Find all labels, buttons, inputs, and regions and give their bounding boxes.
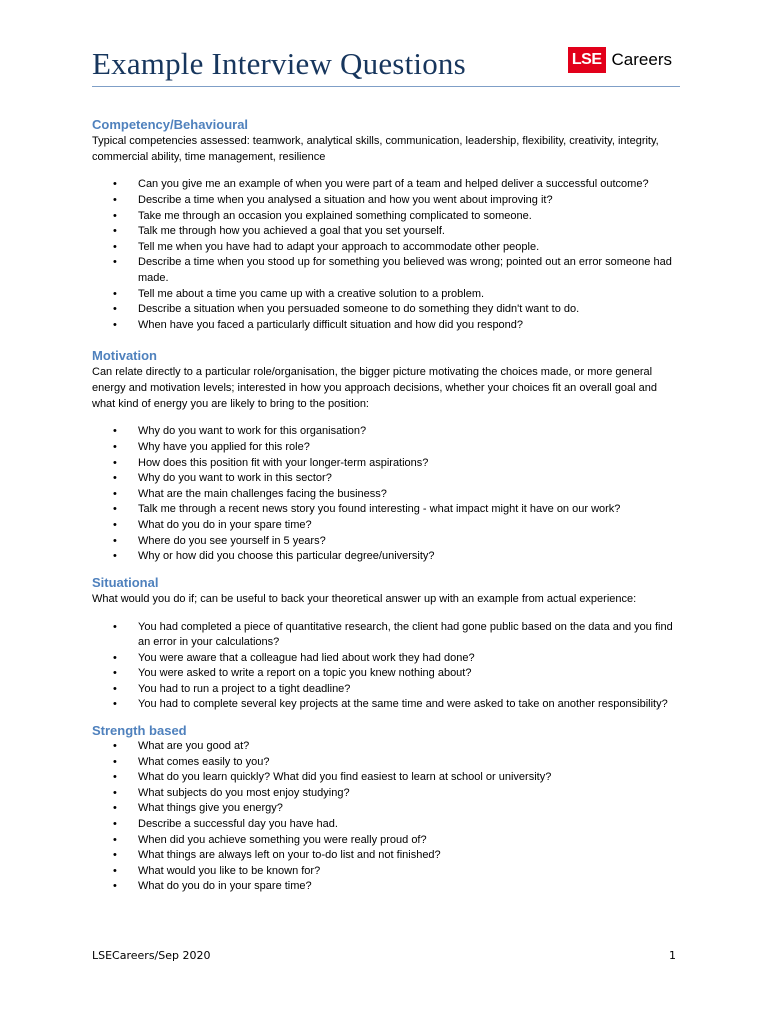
question-item: • What things give you energy? (92, 801, 682, 817)
question-item: • Describe a time when you stood up for something you believed was wrong; pointed out an error someone had made. (92, 255, 682, 286)
question-item: • Can you give me an example of when you were part of a team and helped deliver a successful outcome? (92, 177, 682, 193)
question-item: • You were aware that a colleague had lied about work they had done? (92, 651, 682, 667)
section-description-situational: What would you do if; can be useful to back your theoretical answer up with an example from actual experience: (92, 592, 637, 605)
question-item: • Describe a time when you analysed a situation and how you went about improving it? (92, 193, 682, 209)
question-list-situational (92, 620, 682, 714)
question-item: • When have you faced a particularly difficult situation and how did you respond? (92, 318, 682, 334)
question-item: • Why do you want to work in this sector? (92, 471, 682, 487)
question-item: • What do you do in your spare time? (92, 879, 682, 895)
logo-box: LSE (568, 47, 606, 73)
section-heading-motivation: Motivation (92, 348, 157, 364)
footer-text: LSECareers/Sep 2020 (92, 949, 211, 962)
question-list-competency (92, 177, 682, 333)
question-item: • How does this position fit with your longer-term aspirations? (92, 456, 682, 472)
question-item: • Describe a situation when you persuaded someone to do something they didn't want to do. (92, 302, 682, 318)
section-description-motivation: Can relate directly to a particular role/organisation, the bigger picture motivating the choices made, or more general energy and motivation levels; interested in how you approach decisions, whether your choices fit an overall goal and what kind of energy you are likely to bring to the position: (92, 366, 657, 410)
question-item: • What subjects do you most enjoy studying? (92, 786, 682, 802)
section-description-competency: Typical competencies assessed: teamwork, analytical skills, communication, leadership, flexibility, creativity, integrity, commercial ability, time management, resilience (92, 135, 659, 163)
document-title: Example Interview Questions (92, 46, 466, 81)
question-item: • Describe a successful day you have had. (92, 817, 682, 833)
question-item: • Why have you applied for this role? (92, 440, 682, 456)
question-list-strength (92, 739, 682, 895)
question-item: • When did you achieve something you were really proud of? (92, 833, 682, 849)
question-item: • Why or how did you choose this particular degree/university? (92, 549, 682, 565)
section-heading-competency: Competency/Behavioural (92, 117, 249, 132)
question-item: • Talk me through a recent news story you found interesting - what impact might it have on our work? (92, 502, 682, 518)
question-item: • What do you do in your spare time? (92, 518, 682, 534)
question-item: • Tell me when you have had to adapt your approach to accommodate other people. (92, 240, 682, 256)
question-item: • What things are always left on your to-do list and not finished? (92, 848, 682, 864)
question-list-motivation (92, 424, 682, 564)
section-heading-strength: Strength based (92, 723, 187, 739)
page-number: 1 (669, 949, 676, 962)
question-item: • Where do you see yourself in 5 years? (92, 534, 682, 550)
lse-careers-logo (568, 44, 672, 76)
question-item: • You had completed a piece of quantitative research, the client had gone public based on the data and you find an error in your calculations? (92, 620, 682, 651)
logo-text: Careers (611, 50, 672, 69)
question-item: • Why do you want to work for this organisation? (92, 424, 682, 440)
question-item: • You were asked to write a report on a topic you knew nothing about? (92, 666, 682, 682)
question-item: • Talk me through how you achieved a goal that you set yourself. (92, 224, 682, 240)
question-item: • You had to complete several key projects at the same time and were asked to take on another responsibility? (92, 697, 682, 713)
question-item: • What do you learn quickly? What did you find easiest to learn at school or university? (92, 770, 682, 786)
question-item: • What comes easily to you? (92, 755, 682, 771)
section-heading-situational: Situational (92, 574, 159, 590)
question-item: • Tell me about a time you came up with a creative solution to a problem. (92, 287, 682, 303)
document-body (92, 117, 682, 895)
question-item: • What are the main challenges facing the business? (92, 487, 682, 503)
question-item: • What are you good at? (92, 739, 682, 755)
page-header (92, 42, 680, 87)
question-item: • Take me through an occasion you explained something complicated to someone. (92, 209, 682, 225)
question-item: • What would you like to be known for? (92, 864, 682, 880)
question-item: • You had to run a project to a tight deadline? (92, 682, 682, 698)
